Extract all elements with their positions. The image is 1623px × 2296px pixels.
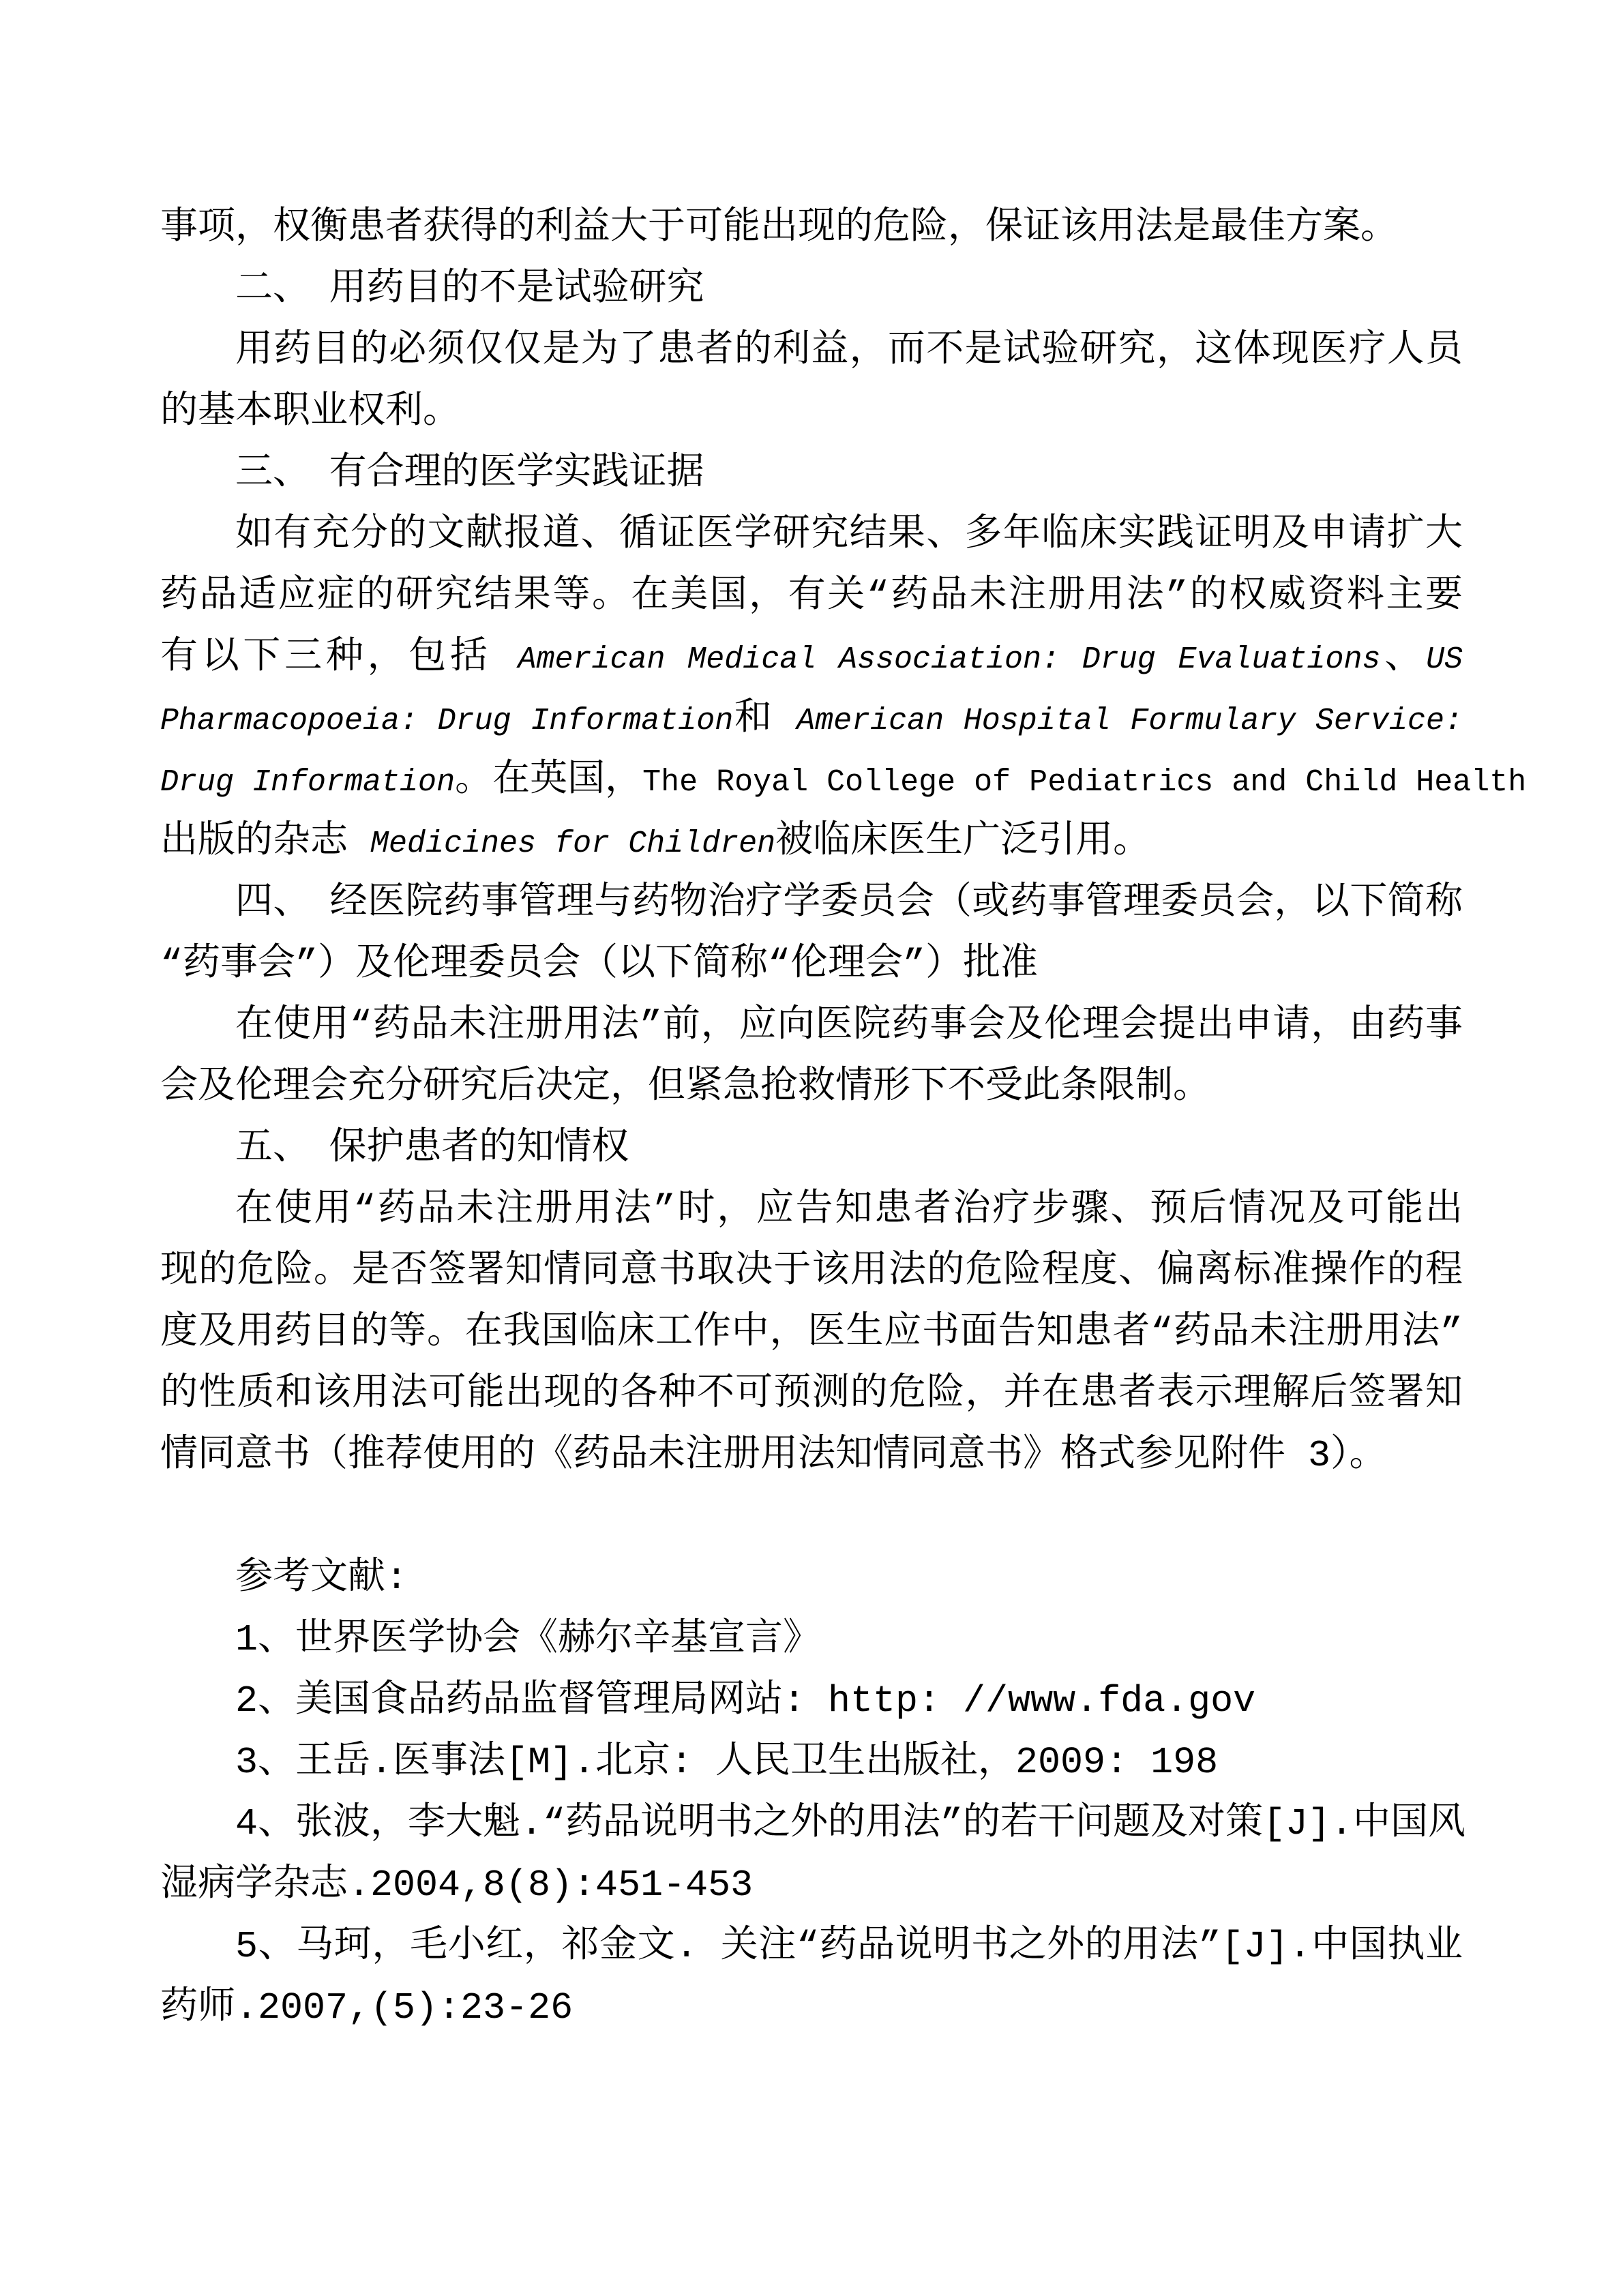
text-segment: 在使用“药品未注册用法”前，应向医院药事会及伦理会提出申请，由药事 — [235, 1004, 1463, 1047]
text-line — [160, 750, 1527, 811]
text-segment: 湿病学杂志.2004,8(8):451-453 — [160, 1864, 754, 1907]
text-line — [160, 1241, 1463, 1302]
text-segment: 有以下三种，包括 — [160, 636, 518, 679]
text-line — [160, 1671, 1463, 1732]
text-segment: 如有充分的文献报道、循证医学研究结果、多年临床实践证明及申请扩大 — [235, 513, 1463, 556]
text-line — [160, 198, 1463, 259]
text-segment: 二、 用药目的不是试验研究 — [235, 268, 704, 311]
text-line — [160, 1548, 1463, 1609]
text-line — [160, 1180, 1463, 1241]
text-segment: 被临床医生广泛引用。 — [775, 820, 1151, 863]
text-line — [160, 1855, 1463, 1916]
text-segment: 4、张波，李大魁.“药品说明书之外的用法”的若干问题及对策[J].中国风 — [235, 1802, 1466, 1845]
text-segment: 3、王岳.医事法[M].北京: 人民卫生出版社，2009: 198 — [235, 1741, 1219, 1784]
text-line — [160, 1057, 1463, 1118]
text-segment: 情同意书（推荐使用的《药品未注册用法知情同意书》格式参见附件 3）。 — [160, 1434, 1387, 1477]
text-segment: 事项，权衡患者获得的利益大于可能出现的危险，保证该用法是最佳方案。 — [160, 207, 1399, 250]
text-segment: 会及伦理会充分研究后决定，但紧急抢救情形下不受此条限制。 — [160, 1066, 1211, 1109]
text-segment: The Royal College of Pediatrics and Child Health — [642, 765, 1527, 800]
text-segment: 四、 经医院药事管理与药物治疗学委员会（或药事管理委员会，以下简称 — [235, 882, 1463, 925]
text-line — [160, 627, 1463, 689]
text-segment: 和 — [733, 698, 797, 741]
text-line — [160, 1302, 1463, 1364]
text-line — [160, 934, 1463, 996]
text-line — [160, 443, 1463, 505]
text-line — [160, 1978, 1463, 2039]
text-line — [160, 873, 1463, 934]
text-segment: 1、世界医学协会《赫尔辛基宣言》 — [235, 1618, 821, 1661]
text-line — [160, 320, 1463, 382]
text-segment: Pharmacopoeia: Drug Information — [160, 704, 734, 739]
text-segment: Medicines for Children — [370, 826, 776, 861]
text-segment: US — [1425, 642, 1463, 677]
text-line — [160, 505, 1463, 566]
text-segment: 五、 保护患者的知情权 — [235, 1127, 629, 1170]
text-line — [160, 996, 1463, 1057]
text-segment: 5、马珂，毛小红，祁金文. 关注“药品说明书之外的用法”[J].中国执业 — [235, 1925, 1463, 1968]
text-line — [160, 1425, 1463, 1487]
text-segment: 度及用药目的等。在我国临床工作中，医生应书面告知患者“药品未注册用法” — [160, 1311, 1463, 1354]
text-line — [160, 566, 1463, 627]
text-segment: 三、 有合理的医学实践证据 — [235, 452, 704, 495]
text-block — [160, 198, 1527, 2039]
text-segment: “药事会”）及伦理委员会（以下简称“伦理会”）批准 — [160, 943, 1039, 986]
text-line — [160, 1732, 1463, 1793]
text-segment: 的性质和该用法可能出现的各种不可预测的危险，并在患者表示理解后签署知 — [160, 1373, 1463, 1416]
text-segment: 药品适应症的研究结果等。在美国，有关“药品未注册用法”的权威资料主要 — [160, 575, 1463, 618]
text-segment: American Medical Association: Drug Evaluations — [518, 642, 1381, 677]
text-segment: 。在英国， — [455, 759, 643, 802]
text-line — [160, 382, 1463, 443]
text-line — [160, 1609, 1463, 1671]
text-segment: 参考文献: — [235, 1557, 408, 1600]
text-line — [160, 1793, 1466, 1855]
text-line — [160, 1364, 1463, 1425]
text-line — [160, 259, 1463, 320]
text-segment: 现的危险。是否签署知情同意书取决于该用法的危险程度、偏离标准操作的程 — [160, 1250, 1463, 1293]
text-line — [160, 689, 1463, 750]
text-segment: 用药目的必须仅仅是为了患者的利益，而不是试验研究，这体现医疗人员 — [235, 329, 1463, 372]
text-line — [160, 1916, 1463, 1978]
text-segment: 、 — [1380, 636, 1426, 679]
text-line — [160, 811, 1463, 873]
text-segment: 2、美国食品药品监督管理局网站: http: //www.fda.gov — [235, 1680, 1256, 1723]
text-segment: 的基本职业权利。 — [160, 391, 461, 434]
text-segment: American Hospital Formulary Service: — [796, 704, 1463, 739]
text-segment: Drug Information — [160, 765, 456, 800]
text-segment: 药师.2007,(5):23-26 — [160, 1986, 574, 2029]
blank-line — [160, 1487, 1463, 1548]
text-segment: 在使用“药品未注册用法”时，应告知患者治疗步骤、预后情况及可能出 — [235, 1189, 1463, 1232]
text-segment: 出版的杂志 — [160, 820, 371, 863]
text-line — [160, 1118, 1463, 1180]
